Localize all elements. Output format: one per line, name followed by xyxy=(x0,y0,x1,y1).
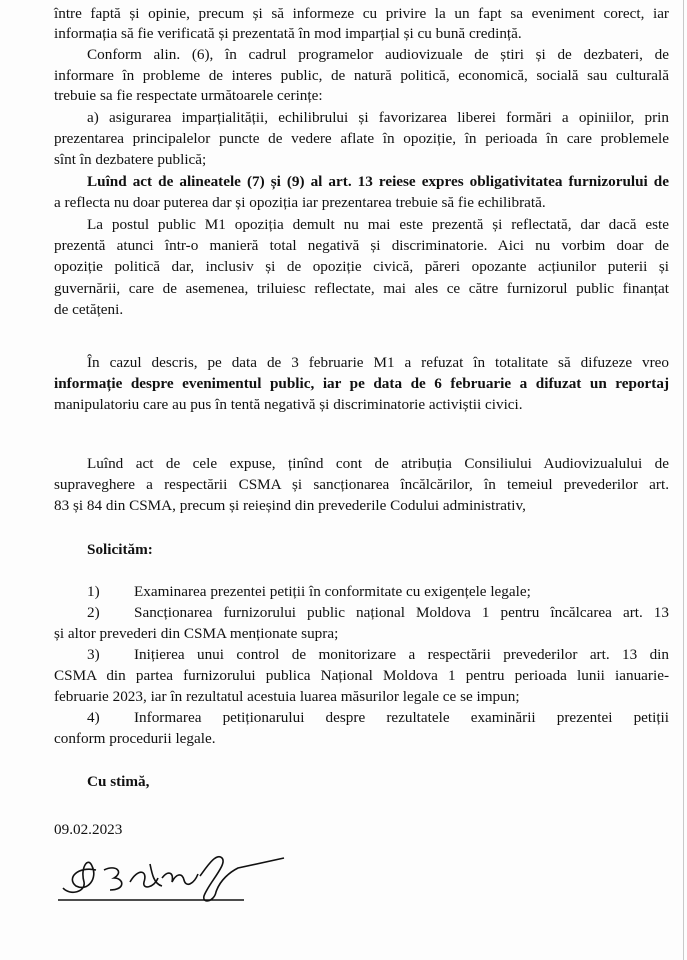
text-line: a reflecta nu doar puterea dar și opoziția iar prezentarea trebuie să fie echilibrată. xyxy=(54,194,546,211)
request-text: și altor prevederi din CSMA menționate supra; xyxy=(54,625,339,642)
request-text: CSMA din partea furnizorului publica Național Moldova 1 pentru perioada lunii ianuarie- xyxy=(54,667,669,684)
text-line: Conform alin. (6), în cadrul programelor audiovizuale de știri și de dezbateri, de xyxy=(87,46,669,63)
page-edge xyxy=(683,0,684,960)
request-heading: Solicităm: xyxy=(87,541,153,558)
text-line: guvernării, care de asemenea, triluiesc reflectate, mai ales ce către furnizorul public finanțat xyxy=(54,280,669,297)
text-line: de cetățeni. xyxy=(54,301,124,318)
text-line: prezentarea principalelor puncte de vedere aflate în opoziție, în perioada în care problemele xyxy=(54,130,669,147)
text-line: între faptă și opinie, precum și să informeze cu privire la un fapt sa eveniment corect, iar xyxy=(54,5,669,22)
request-number: 1) xyxy=(87,583,100,600)
request-text: Informarea petiționarului despre rezultatele examinării prezentei petiții xyxy=(134,709,669,726)
text-line: informația să fie verificată și prezentată în mod imparțial și cu bună credință. xyxy=(54,25,522,42)
text-line: Luînd act de alineatele (7) și (9) al art. 13 reiese expres obligativitatea furnizorului de xyxy=(87,173,669,190)
text-line: informare în probleme de interes public, de natură politică, economică, socială sau culturală xyxy=(54,67,669,84)
request-text: februarie 2023, iar în rezultatul acestuia luarea măsurilor legale ce se impun; xyxy=(54,688,520,705)
text-line: 83 și 84 din CSMA, precum și reieșind din prevederile Codului administrativ, xyxy=(54,497,526,514)
request-text: conform procedurii legale. xyxy=(54,730,216,747)
request-text: Inițierea unui control de monitorizare a respectării prevederilor art. 13 din xyxy=(134,646,669,663)
text-line: Luînd act de cele expuse, ținînd cont de atribuția Consiliului Audiovizualului de xyxy=(87,455,669,472)
text-line: În cazul descris, pe data de 3 februarie M1 a refuzat în totalitate să difuzeze vreo xyxy=(87,354,669,371)
date: 09.02.2023 xyxy=(54,821,123,838)
text-line: a) asigurarea imparțialității, echilibrului și favorizarea liberei formări a opiniilor, prin xyxy=(87,109,669,126)
text-line: trebuie sa fie respectate următoarele cerințe: xyxy=(54,87,323,104)
text-line: sînt în dezbatere publică; xyxy=(54,151,207,168)
request-number: 2) xyxy=(87,604,100,621)
text-line: prezentă atunci într-o manieră total negativă și discriminatorie. Aici nu vorbim doar de xyxy=(54,237,669,254)
closing: Cu stimă, xyxy=(87,773,150,790)
signature xyxy=(58,848,288,903)
text-line: supraveghere a respectării CSMA și sancționarea încălcărilor, în temeiul prevederilor art. xyxy=(54,476,669,493)
request-number: 4) xyxy=(87,709,100,726)
text-line: La postul public M1 opoziția demult nu mai este prezentă și reflectată, dar dacă este xyxy=(87,216,669,233)
request-text: Examinarea prezentei petiții în conformitate cu exigențele legale; xyxy=(134,583,531,600)
text-line: informație despre evenimentul public, iar pe data de 6 februarie a difuzat un reportaj xyxy=(54,375,669,392)
text-line: opoziție politică dar, inclusiv și de opoziție civică, păreri opozante acțiunilor puterii și xyxy=(54,258,669,275)
request-number: 3) xyxy=(87,646,100,663)
request-text: Sancționarea furnizorului public național Moldova 1 pentru încălcarea art. 13 xyxy=(134,604,669,621)
text-line: manipulatoriu care au pus în tentă negativă și discriminatorie activiștii civici. xyxy=(54,396,523,413)
